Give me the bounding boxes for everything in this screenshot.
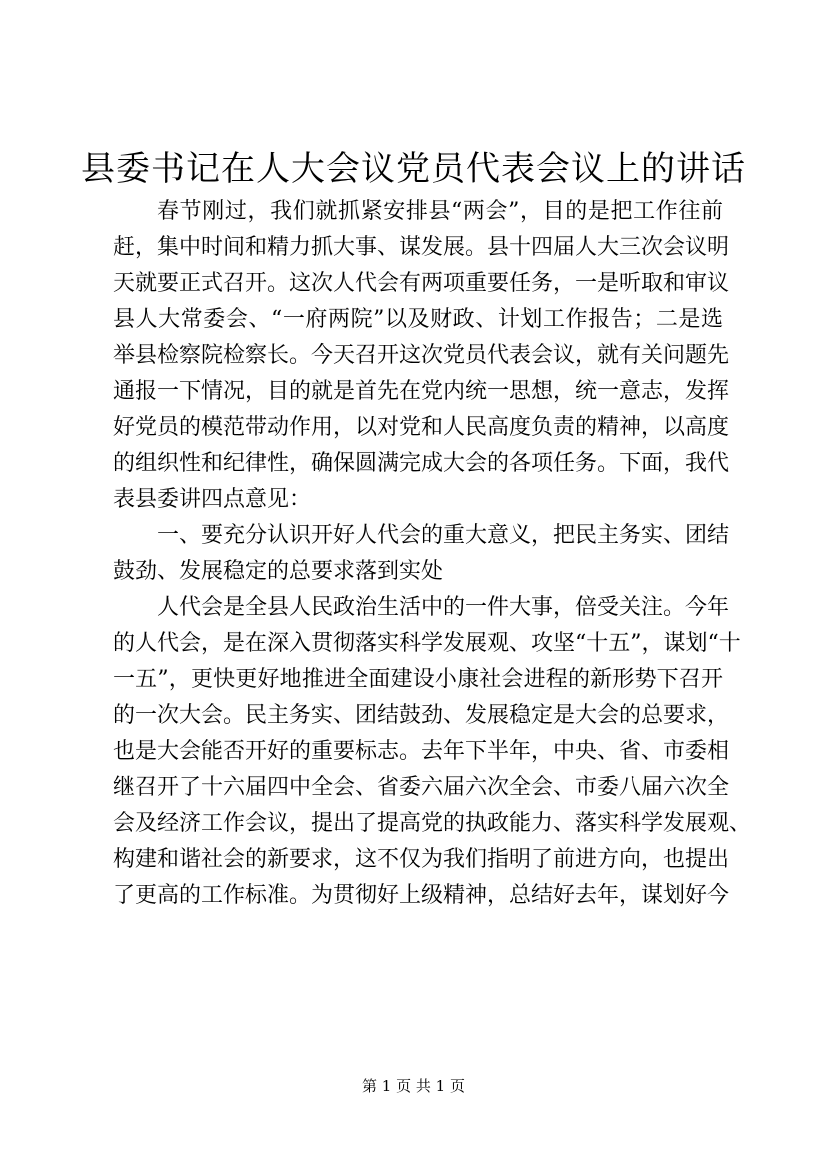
document-title: 县委书记在人大会议党员代表会议上的讲话 xyxy=(81,149,746,189)
body-line: 好党员的模范带动作用，以对党和人民高度负责的精神，以高度 xyxy=(113,415,730,440)
body-line: 人代会是全县人民政治生活中的一件大事，倍受关注。今年 xyxy=(157,595,730,620)
body-line: 县人大常委会、“一府两院”以及财政、计划工作报告；二是选 xyxy=(113,307,723,332)
section-heading-line: 一、要充分认识开好人代会的重大意义，把民主务实、团结 xyxy=(157,523,730,548)
body-line: 的人代会，是在深入贯彻落实科学发展观、攻坚“十五”，谋划“十 xyxy=(113,631,741,656)
body-line: 了更高的工作标准。为贯彻好上级精神，总结好去年，谋划好今 xyxy=(113,883,730,908)
body-line: 通报一下情况，目的就是首先在党内统一思想，统一意志，发挥 xyxy=(113,379,730,404)
body-line: 举县检察院检察长。今天召开这次党员代表会议，就有关问题先 xyxy=(113,343,730,368)
body-line: 构建和谐社会的新要求，这不仅为我们指明了前进方向，也提出 xyxy=(113,847,730,872)
body-line: 春节刚过，我们就抓紧安排县“两会”，目的是把工作往前 xyxy=(157,199,723,224)
section-heading-line: 鼓劲、发展稳定的总要求落到实处 xyxy=(113,559,444,584)
document-body xyxy=(113,194,752,914)
body-line: 会及经济工作会议，提出了提高党的执政能力、落实科学发展观、 xyxy=(113,811,752,836)
body-line: 的一次大会。民主务实、团结鼓劲、发展稳定是大会的总要求， xyxy=(113,703,730,728)
body-line: 天就要正式召开。这次人代会有两项重要任务，一是听取和审议 xyxy=(113,271,730,296)
body-line: 的组织性和纪律性，确保圆满完成大会的各项任务。下面，我代 xyxy=(113,451,730,476)
body-line: 表县委讲四点意见： xyxy=(113,487,312,512)
body-line: 一五”，更快更好地推进全面建设小康社会进程的新形势下召开 xyxy=(113,667,723,692)
page-number-footer: 第 1 页 共 1 页 xyxy=(362,1077,465,1095)
body-line: 赶，集中时间和精力抓大事、谋发展。县十四届人大三次会议明 xyxy=(113,235,730,260)
body-line: 继召开了十六届四中全会、省委六届六次全会、市委八届六次全 xyxy=(113,775,730,800)
body-line: 也是大会能否开好的重要标志。去年下半年，中央、省、市委相 xyxy=(113,739,730,764)
